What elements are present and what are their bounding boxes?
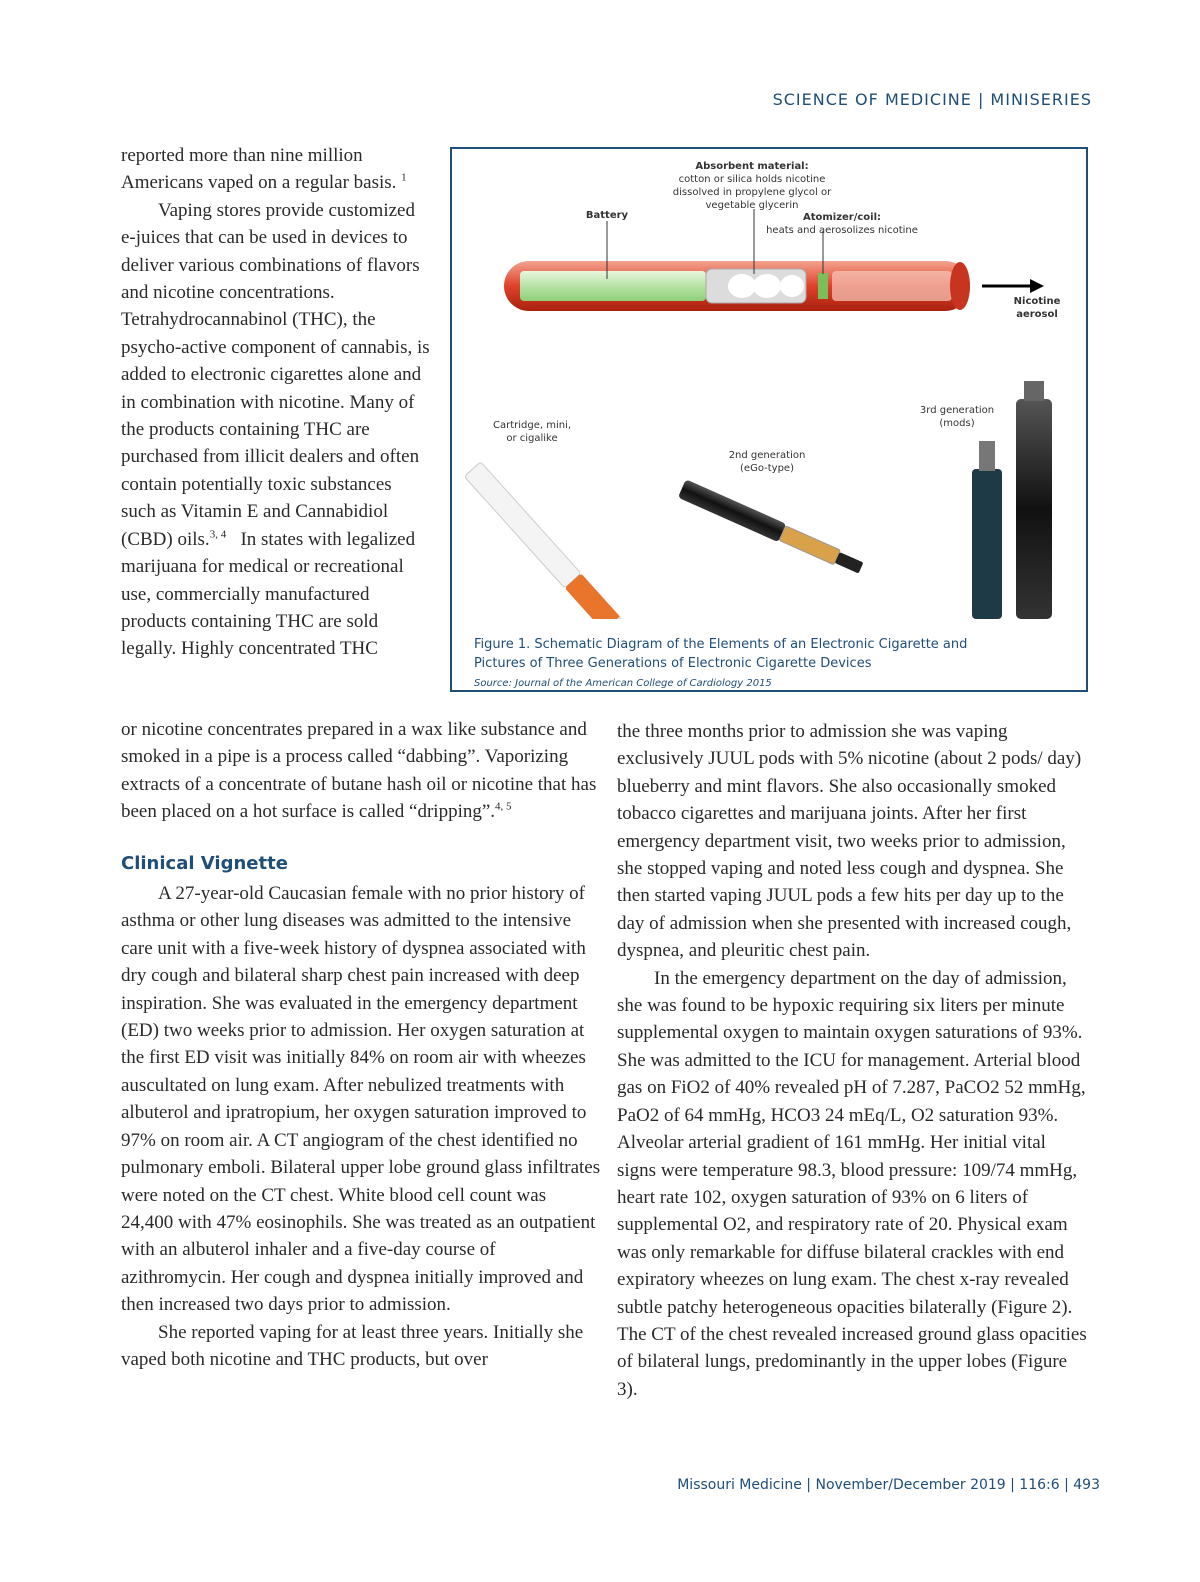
paragraph: A 27-year-old Caucasian female with no prior history of asthma or other lung diseases was admitted to the intensive care unit with a five-week history of dyspnea associated with dry cough and bilateral sharp chest pain increased with deep inspiration. She was evaluated in the emergency department (ED) two weeks prior to admission. Her oxygen saturation at the first ED visit was initially 84% on room air with wheezes auscultated on lung exam. After nebulized treatments with albuterol and ipratropium, her oxygen saturation improved to 97% on room air. A CT angiogram of the chest identified no pulmonary emboli. Bilateral upper lobe ground glass infiltrates were noted on the CT chest. White blood cell count was 24,400 with 47% eosinophils. She was treated as an outpatient with an albuterol inhaler and a five-day course of azithromycin. Her cough and dyspnea initially improved and then increased two days prior to admission. bbox=[121, 883, 601, 1316]
paragraph-text: or nicotine concentrates prepared in a wax like substance and smoked in a pipe is a process called “dabbing”. Vaporizing extracts of a concentrate of butane hash oil or nicotine that has been placed on a hot surface is called “dripping”. bbox=[121, 719, 597, 823]
label-cartridge: Cartridge, mini, or cigalike bbox=[492, 420, 572, 444]
mod-tube-top bbox=[1024, 381, 1044, 401]
paragraph bbox=[121, 716, 601, 826]
label-atomizer: Atomizer/coil: heats and aerosolizes nicotine bbox=[766, 212, 918, 236]
tube-end bbox=[950, 262, 970, 310]
figure-source: Source: Journal of the American College of Cardiology 2015 bbox=[474, 678, 772, 689]
paragraph-text: Vaping stores provide customized e-juices that can be used in devices to deliver various combinations of flavors and nicotine concentrations. Tetrahydrocannabinol (THC), the psycho-active component of cannabis, is added to electronic cigarettes alone and in combination with nicotine. Many of the products containing THC are purchased from illicit dealers and often contain potentially toxic substances such as Vitamin E and Cannabidiol (CBD) oils. bbox=[121, 199, 430, 550]
column-1-top bbox=[121, 142, 431, 663]
absorbent-ball bbox=[780, 275, 804, 297]
citation-ref: 4, 5 bbox=[495, 800, 512, 813]
label-gen3: 3rd generation (mods) bbox=[919, 405, 995, 429]
figure-caption: Figure 1. Schematic Diagram of the Elements of an Electronic Cigarette and Pictures of Three Generations of Electronic Cigarette Devices Source: Journal of the American College of Cardiology 2015 bbox=[474, 637, 968, 689]
cigalike-device bbox=[464, 462, 624, 619]
section-title: Clinical Vignette bbox=[121, 852, 288, 874]
label-gen2: 2nd generation (eGo-type) bbox=[728, 450, 806, 474]
paragraph-text: reported more than nine million Americans vaped on a regular basis. bbox=[121, 145, 397, 194]
page-footer: Missouri Medicine | November/December 2019 | 116:6 | 493 bbox=[677, 1477, 1100, 1493]
absorbent-ball bbox=[728, 274, 756, 298]
arrow-head bbox=[1030, 279, 1044, 293]
paragraph: the three months prior to admission she was vaping exclusively JUUL pods with 5% nicotine (about 2 pods/ day) blueberry and mint flavors. She also occasionally smoked tobacco cigarettes and marijuana joints. After her first emergency department visit, two weeks prior to admission, she stopped vaping and noted less cough and dyspnea. She then started vaping JUUL pods a few hits per day up to the day of admission when she presented with increased cough, dyspnea, and pleuritic chest pain. bbox=[617, 721, 1082, 962]
atomizer-coil bbox=[818, 273, 828, 299]
label-aerosol: Nicotine aerosol bbox=[1013, 296, 1061, 320]
column-1-main bbox=[121, 716, 601, 1373]
absorbent-ball bbox=[753, 274, 781, 298]
mod-device-tube bbox=[1016, 399, 1052, 619]
citation-ref: 3, 4 bbox=[209, 528, 227, 541]
paragraph bbox=[121, 197, 431, 663]
ego-device bbox=[678, 479, 865, 577]
paragraph: She reported vaping for at least three years. Initially she vaped both nicotine and THC products, but over bbox=[121, 1321, 584, 1370]
battery-cell bbox=[520, 271, 706, 301]
mouthpiece bbox=[832, 271, 952, 301]
figure-1 bbox=[450, 147, 1088, 692]
running-header: SCIENCE OF MEDICINE | MINISERIES bbox=[772, 90, 1092, 109]
column-2 bbox=[617, 718, 1087, 1403]
paragraph-text: In states with legalized marijuana for medical or recreational use, commercially manufactured products containing THC are sold legally. Highly concentrated THC bbox=[121, 528, 416, 660]
label-absorbent: Absorbent material: cotton or silica holds nicotine dissolved in propylene glycol or vegetable glycerin bbox=[672, 161, 832, 211]
paragraph bbox=[121, 142, 431, 197]
label-battery: Battery bbox=[585, 210, 629, 221]
citation-ref: 1 bbox=[401, 172, 407, 185]
mod-device-box bbox=[972, 469, 1002, 619]
paragraph: In the emergency department on the day of admission, she was found to be hypoxic requiring six liters per minute supplemental oxygen to maintain oxygen saturations of 93%. She was admitted to the ICU for management. Arterial blood gas on FiO2 of 40% revealed pH of 7.287, PaCO2 52 mmHg, PaO2 of 64 mmHg, HCO3 24 mEq/L, O2 saturation 93%. Alveolar arterial gradient of 161 mmHg. Her initial vital signs were temperature 98.3, blood pressure: 109/74 mmHg, heart rate 102, oxygen saturation of 93% on 6 liters of supplemental O2, and respiratory rate of 20. Physical exam was only remarkable for diffuse bilateral crackles with end expiratory wheezes on lung exam. The chest x-ray revealed subtle patchy heterogeneous opacities bilaterally (Figure 2). The CT of the chest revealed increased ground glass opacities of bilateral lungs, predominantly in the upper lobes (Figure 3). bbox=[617, 967, 1087, 1400]
mod-tank bbox=[979, 441, 995, 471]
